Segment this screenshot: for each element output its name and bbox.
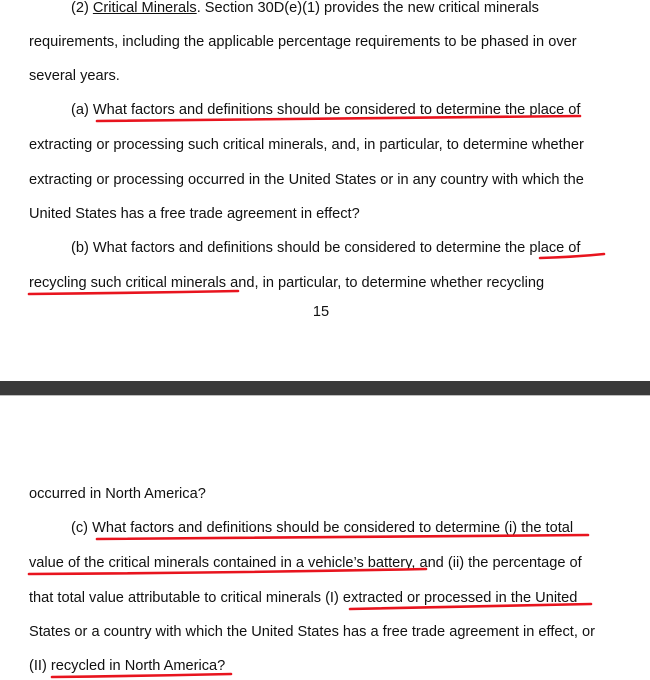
question-c-line4: States or a country with which the United States has a free trade agreement in effect, or — [29, 624, 595, 640]
question-a-line3: extracting or processing occurred in the United States or in any country with which the — [29, 172, 584, 188]
section-heading: Critical Minerals — [92, 0, 197, 16]
question-a-line1: (a) What factors and definitions should be considered to determine the place of — [71, 102, 581, 118]
question-c-line2: value of the critical minerals contained in a vehicle’s battery, and (ii) the percentage of — [29, 555, 582, 571]
para-critical-minerals-line3: several years. — [29, 68, 120, 84]
para-critical-minerals-line1: (2) Critical Minerals. Section 30D(e)(1) provides the new critical minerals — [71, 0, 539, 16]
highlighted-text: What factors and definitions should be considered to determine the place — [92, 102, 565, 118]
page-separator-edge — [0, 395, 650, 396]
para-critical-minerals-line2: requirements, including the applicable percentage requirements to be phased in over — [29, 34, 577, 50]
question-b-continuation: occurred in North America? — [29, 486, 206, 502]
question-b-line1: (b) What factors and definitions should be considered to determine the place of — [71, 240, 581, 256]
question-c-line5: (II) recycled in North America? — [29, 658, 226, 674]
page-number: 15 — [312, 304, 330, 320]
question-b-line2: recycling such critical minerals and, in particular, to determine whether recycling — [29, 275, 545, 291]
question-a-line4: United States has a free trade agreement in effect? — [29, 206, 360, 222]
question-a-line2: extracting or processing such critical minerals, and, in particular, to determine whether — [29, 137, 584, 153]
question-c-line3: that total value attributable to critical minerals (I) extracted or processed in the United — [29, 590, 578, 606]
highlighted-text: recycled in North America? — [50, 658, 226, 674]
highlighted-text: place of — [529, 240, 581, 256]
page-separator — [0, 381, 650, 395]
highlighted-text: recycling such critical minerals — [29, 275, 227, 291]
question-c-line1: (c) What factors and definitions should be considered to determine (i) the total — [71, 520, 574, 536]
highlighted-text: value of the critical minerals contained in a vehicle’s battery — [29, 555, 412, 571]
highlighted-text: extracted or processed in the United — [342, 590, 578, 606]
highlighted-text: What factors and definitions should be considered to determine (i) the total — [92, 520, 574, 536]
